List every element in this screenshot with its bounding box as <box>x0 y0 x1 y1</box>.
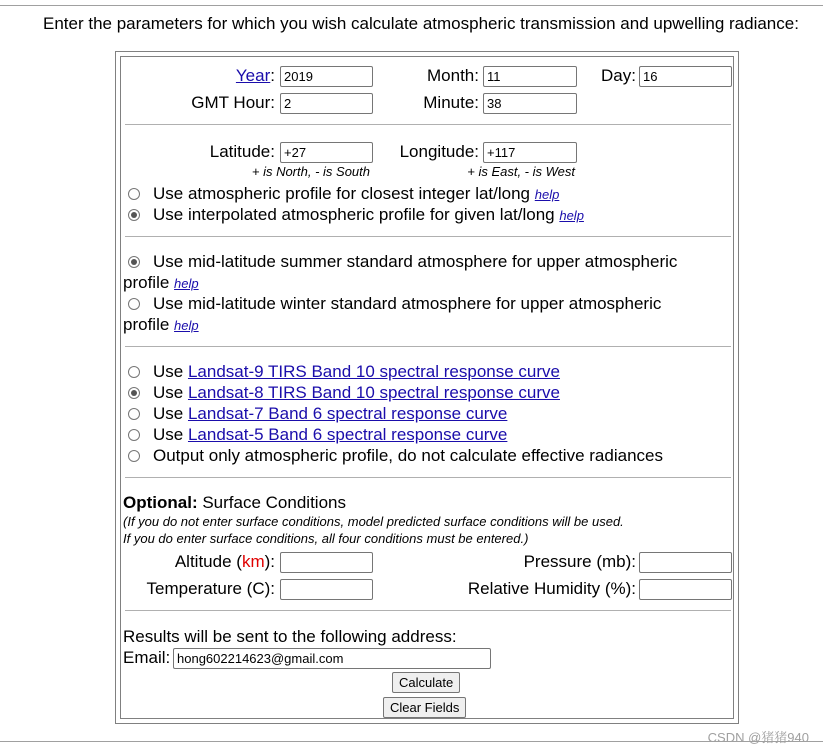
use-text: Use <box>153 425 184 444</box>
latitude-label: Latitude: <box>209 142 275 161</box>
form-outer-border <box>115 51 739 724</box>
bottom-divider <box>0 741 823 742</box>
winter-atmosphere-radio[interactable] <box>128 298 140 310</box>
surface-conditions-heading <box>123 493 346 513</box>
surface-note-1: (If you do not enter surface conditions, model predicted surface conditions will be used. <box>123 514 624 529</box>
profile-closest-radio[interactable] <box>128 188 140 200</box>
winter-atmosphere-profile-text: profile <box>123 315 170 334</box>
use-text: Use <box>153 362 184 381</box>
landsat5-radio[interactable] <box>128 429 140 441</box>
landsat8-option <box>153 383 560 403</box>
temperature-label: Temperature (C): <box>146 579 275 598</box>
use-text: Use <box>153 404 184 423</box>
section-divider <box>125 610 731 611</box>
intro-text: Enter the parameters for which you wish calculate atmospheric transmission and upwelling radiance: <box>43 14 799 33</box>
form-panel <box>120 56 734 719</box>
altitude-unit: km <box>241 552 265 571</box>
longitude-label: Longitude: <box>399 142 479 161</box>
gmt-hour-input[interactable] <box>280 93 373 114</box>
altitude-label <box>175 552 275 572</box>
help-link[interactable]: help <box>559 208 584 223</box>
summer-atmosphere-label-line2 <box>123 273 199 293</box>
minute-input[interactable] <box>483 93 577 114</box>
profile-only-radio[interactable] <box>128 450 140 462</box>
year-link[interactable]: Year <box>235 66 271 85</box>
temperature-input[interactable] <box>280 579 373 600</box>
summer-atmosphere-radio[interactable] <box>128 256 140 268</box>
section-divider <box>125 124 731 125</box>
section-divider <box>125 236 731 237</box>
calculate-button[interactable]: Calculate <box>392 672 460 693</box>
optional-label: Optional: <box>123 493 198 512</box>
profile-interpolated-option <box>153 205 584 225</box>
longitude-hint: + is East, - is West <box>467 164 575 179</box>
winter-atmosphere-label-line2 <box>123 315 199 335</box>
surface-title: Surface Conditions <box>202 493 346 512</box>
year-label-wrap: Year: <box>235 66 275 85</box>
pressure-label: Pressure (mb): <box>523 552 636 571</box>
pressure-input[interactable] <box>639 552 732 573</box>
section-divider <box>125 346 731 347</box>
landsat9-option <box>153 362 560 382</box>
summer-atmosphere-label-line1: Use mid-latitude summer standard atmosphere for upper atmospheric <box>153 252 678 271</box>
landsat5-option <box>153 425 507 445</box>
landsat7-option <box>153 404 507 424</box>
landsat8-link[interactable]: Landsat-8 TIRS Band 10 spectral response curve <box>187 383 560 402</box>
profile-interpolated-radio[interactable] <box>128 209 140 221</box>
help-link[interactable]: help <box>174 318 199 333</box>
profile-interpolated-label: Use interpolated atmospheric profile for given lat/long <box>153 205 555 224</box>
year-input[interactable] <box>280 66 373 87</box>
results-label: Results will be sent to the following address: <box>123 627 457 646</box>
day-input[interactable] <box>639 66 732 87</box>
surface-note-2: If you do enter surface conditions, all four conditions must be entered.) <box>123 531 529 546</box>
landsat9-radio[interactable] <box>128 366 140 378</box>
profile-only-label: Output only atmospheric profile, do not calculate effective radiances <box>153 446 663 465</box>
day-label: Day: <box>601 66 636 85</box>
altitude-text: Altitude ( <box>174 552 242 571</box>
summer-atmosphere-profile-text: profile <box>123 273 170 292</box>
landsat9-link[interactable]: Landsat-9 TIRS Band 10 spectral response curve <box>187 362 560 381</box>
top-divider <box>0 5 823 6</box>
profile-closest-label: Use atmospheric profile for closest integer lat/long <box>153 184 531 203</box>
latitude-input[interactable] <box>280 142 373 163</box>
section-divider <box>125 477 731 478</box>
month-label: Month: <box>427 66 479 85</box>
watermark: CSDN @猪猪940 <box>707 730 809 745</box>
humidity-input[interactable] <box>639 579 732 600</box>
altitude-label-end: ): <box>264 552 275 571</box>
humidity-label: Relative Humidity (%): <box>467 579 636 598</box>
clear-fields-button[interactable]: Clear Fields <box>383 697 466 718</box>
use-text: Use <box>153 383 184 402</box>
altitude-input[interactable] <box>280 552 373 573</box>
email-input[interactable] <box>173 648 491 669</box>
minute-label: Minute: <box>423 93 479 112</box>
gmt-hour-label: GMT Hour: <box>191 93 275 112</box>
help-link[interactable]: help <box>174 276 199 291</box>
winter-atmosphere-label-line1: Use mid-latitude winter standard atmosphere for upper atmospheric <box>153 294 662 313</box>
help-link[interactable]: help <box>534 187 560 202</box>
longitude-input[interactable] <box>483 142 577 163</box>
landsat7-radio[interactable] <box>128 408 140 420</box>
profile-closest-option <box>153 184 559 204</box>
month-input[interactable] <box>483 66 577 87</box>
latitude-hint: + is North, - is South <box>251 164 370 179</box>
landsat7-link[interactable]: Landsat-7 Band 6 spectral response curve <box>187 404 508 423</box>
landsat5-link[interactable]: Landsat-5 Band 6 spectral response curve <box>187 425 508 444</box>
landsat8-radio[interactable] <box>128 387 140 399</box>
email-label: Email: <box>123 648 171 667</box>
